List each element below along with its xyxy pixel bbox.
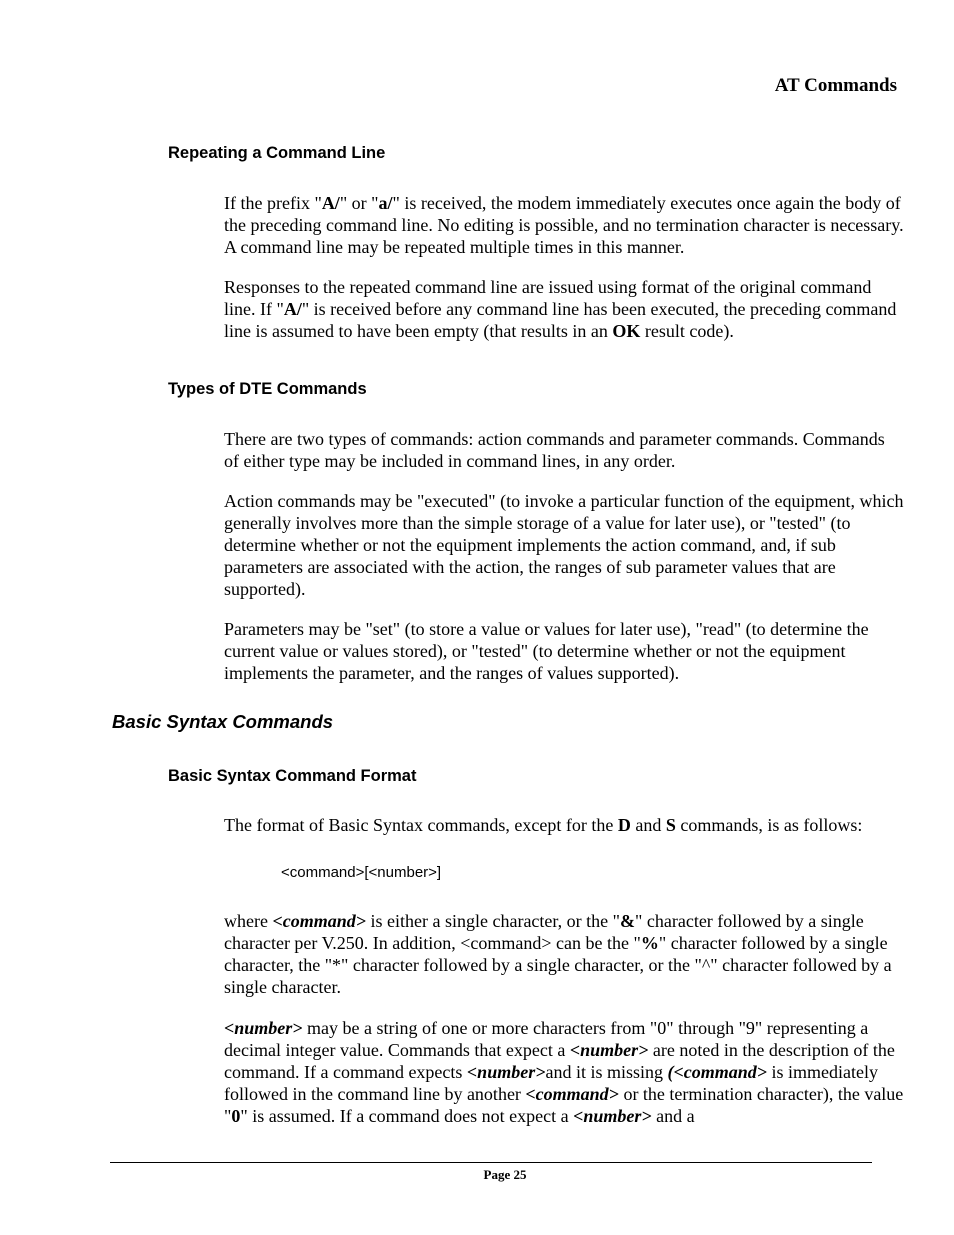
paragraph-types-3: Parameters may be "set" (to store a value or values for later use), "read" (to determine the current value or values stored), or "tested" (to determine whether or not the equipment implements the parameter, and the ranges of values supported).	[224, 619, 869, 683]
paragraph-types-2: Action commands may be "executed" (to invoke a particular function of the equipment, which generally involves more than the simple storage of a value for later use), or "tested" (to determine whether or not the equipment implements the action command, and, if sub parameters are associated with the action, the ranges of sub parameter values that are supported).	[224, 491, 904, 599]
paragraph-repeating-1: If the prefix "A/" or "a/" is received, the modem immediately executes once again the body of the preceding command line. No editing is possible, and no termination character is necessary. A command line may be repeated multiple times in this manner.	[224, 193, 904, 257]
paragraph-basic-3: <number> may be a string of one or more characters from "0" through "9" representing a decimal integer value. Commands that expect a <number> are noted in the description of the command. If a command expects <number>and it is missing (<command> is immediately followed in the command line by another <command> or the termination character), the value "0" is assumed. If a command does not expect a <number> and a	[224, 1018, 904, 1126]
paragraph-basic-1: The format of Basic Syntax commands, except for the D and S commands, is as follows:	[224, 815, 863, 835]
section-heading-types: Types of DTE Commands	[168, 380, 367, 398]
paragraph-basic-2: where <command> is either a single character, or the "&" character followed by a single character per V.250. In addition, <command> can be the "%" character followed by a single character, the "*" character followed by a single character, or the "^" character followed by a single character.	[224, 911, 892, 997]
page-header-title: AT Commands	[774, 75, 897, 96]
page-number: Page 25	[483, 1167, 527, 1182]
section-heading-repeating: Repeating a Command Line	[168, 144, 386, 162]
section-heading-basic-format: Basic Syntax Command Format	[168, 767, 417, 785]
paragraph-repeating-2: Responses to the repeated command line are issued using format of the original command line. If "A/" is received before any command line has been executed, the preceding command line is assumed to have been empty (that results in an OK result code).	[224, 277, 897, 341]
paragraph-types-1: There are two types of commands: action commands and parameter commands. Commands of either type may be included in command lines, in any order.	[224, 429, 885, 471]
footer-divider	[110, 1162, 872, 1163]
section-heading-basic-syntax: Basic Syntax Commands	[112, 711, 334, 732]
syntax-code-sample: <command>[<number>]	[281, 864, 442, 881]
